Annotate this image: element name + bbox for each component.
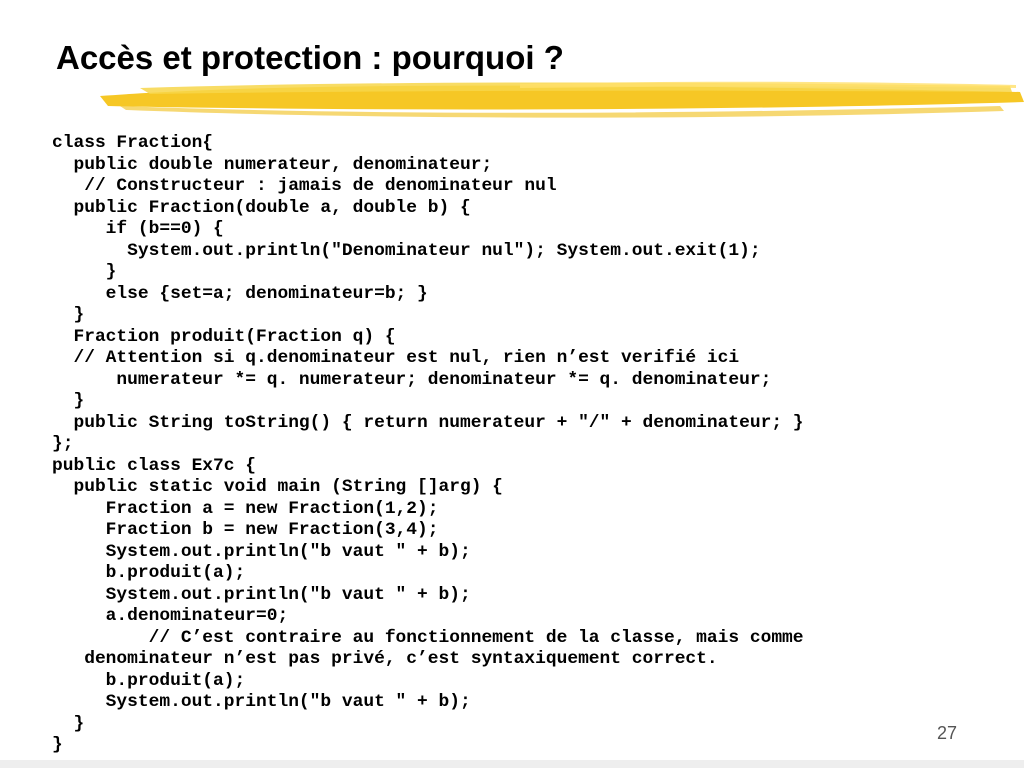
code-line: System.out.println("b vaut " + b); (52, 584, 471, 605)
code-line: }; (52, 434, 74, 454)
code-line: public double numerateur, denominateur; (52, 154, 493, 175)
code-line: Fraction produit(Fraction q) { (52, 326, 396, 347)
code-line: public class Ex7c { (52, 455, 256, 476)
page-number: 27 (936, 723, 957, 743)
bottom-divider (0, 760, 1024, 768)
code-line: Fraction a = new Fraction(1,2); (52, 498, 439, 519)
code-line: System.out.println("b vaut " + b); (52, 541, 471, 562)
code-line: System.out.println("b vaut " + b); (52, 692, 471, 712)
code-line: public static void main (String []arg) { (52, 477, 503, 497)
code-line: } (52, 713, 85, 734)
code-line: // C’est contraire au fonctionnement de la classe, mais comme (52, 627, 804, 648)
code-line: public Fraction(double a, double b) { (52, 197, 471, 218)
code-line: } (52, 262, 117, 282)
title-highlight-stroke (0, 76, 1024, 122)
code-listing (52, 133, 804, 757)
code-line: a.denominateur=0; (52, 606, 289, 626)
code-line: denominateur n’est pas privé, c’est syntaxiquement correct. (52, 649, 718, 669)
code-line: // Constructeur : jamais de denominateur nul (52, 176, 557, 196)
code-line: Fraction b = new Fraction(3,4); (52, 520, 439, 540)
code-line: else {set=a; denominateur=b; } (52, 283, 428, 304)
code-line: b.produit(a); (52, 563, 246, 583)
code-line: class Fraction{ (52, 133, 214, 153)
code-line: } (52, 391, 85, 411)
code-line: } (52, 735, 63, 755)
code-line: numerateur *= q. numerateur; denominateur *= q. denominateur; (52, 369, 772, 390)
code-line: if (b==0) { (52, 219, 224, 239)
code-line: System.out.println("Denominateur nul"); System.out.exit(1); (52, 240, 761, 261)
code-line: b.produit(a); (52, 670, 246, 691)
code-line: public String toString() { return numerateur + "/" + denominateur; } (52, 412, 804, 433)
code-line: // Attention si q.denominateur est nul, rien n’est verifié ici (52, 348, 740, 368)
slide-title: Accès et protection : pourquoi ? (56, 39, 564, 76)
code-line: } (52, 305, 85, 325)
